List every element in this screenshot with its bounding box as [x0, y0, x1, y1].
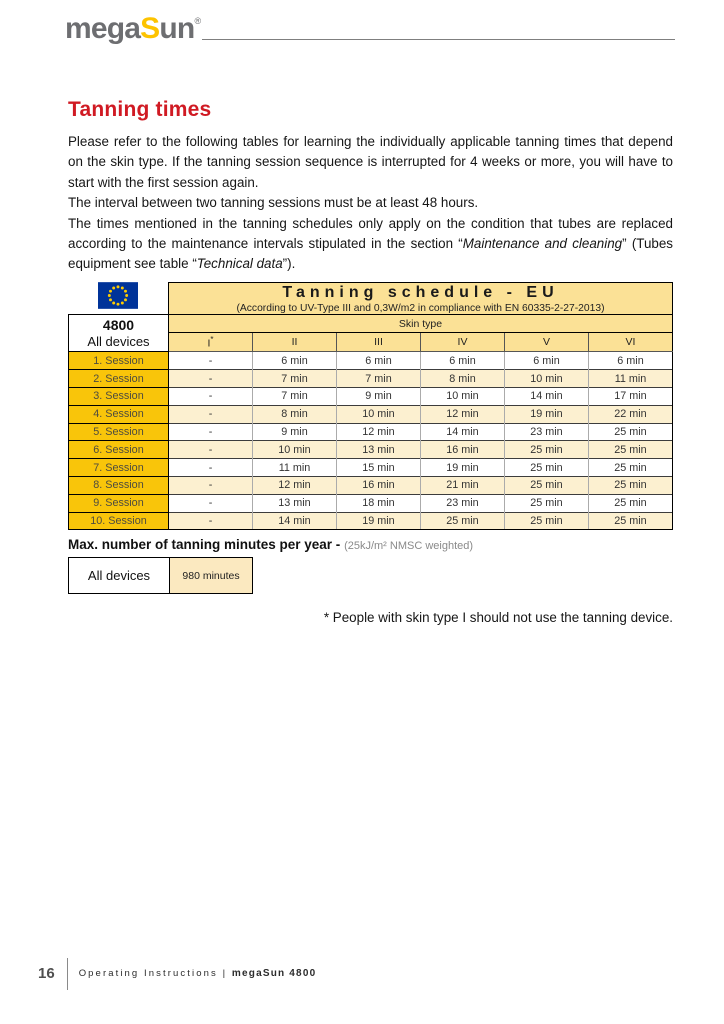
session-value: 6 min — [421, 352, 505, 370]
logo-text-s: S — [140, 12, 160, 45]
page-footer — [38, 956, 316, 990]
session-value: 25 min — [589, 476, 673, 494]
table-row — [69, 476, 673, 494]
skin-type-row — [69, 315, 673, 333]
section-title: Tanning times — [68, 98, 212, 121]
skin-type-col-iii: III — [337, 333, 421, 352]
session-label: 5. Session — [69, 423, 169, 441]
session-value: 25 min — [505, 459, 589, 477]
session-value: 13 min — [253, 494, 337, 512]
table-row — [69, 405, 673, 423]
session-value: 9 min — [337, 387, 421, 405]
max-minutes-table — [68, 557, 253, 594]
session-value: 25 min — [589, 512, 673, 530]
footer-divider — [67, 958, 68, 990]
footer-separator: | — [222, 967, 228, 979]
session-value: 13 min — [337, 441, 421, 459]
skin-type-col-vi: VI — [589, 333, 673, 352]
session-value: 12 min — [253, 476, 337, 494]
skin-type-col-i: I* — [169, 333, 253, 352]
max-minutes-value: 980 minutes — [170, 558, 252, 593]
session-value: - — [169, 476, 253, 494]
session-value: - — [169, 494, 253, 512]
session-label: 9. Session — [69, 494, 169, 512]
session-value: - — [169, 423, 253, 441]
table-row — [69, 512, 673, 530]
session-value: 25 min — [505, 494, 589, 512]
schedule-subtitle: (According to UV-Type III and 0,3W/m2 in compliance with EN 60335-2-27-2013) — [236, 302, 605, 314]
tanning-schedule-table — [68, 282, 673, 530]
intro-paragraph-3 — [68, 214, 673, 275]
p3-text-a: The times mentioned in the tanning schedules only apply on the condition that tubes are replaced according to the maintenance intervals stipulated in the section “ — [68, 215, 673, 252]
device-model: 4800 — [102, 317, 135, 334]
session-value: 25 min — [505, 441, 589, 459]
session-label: 6. Session — [69, 441, 169, 459]
max-minutes-device: All devices — [69, 558, 170, 593]
p3-text-e: ”). — [282, 256, 296, 272]
session-value: 10 min — [253, 441, 337, 459]
session-value: - — [169, 405, 253, 423]
session-value: 17 min — [589, 387, 673, 405]
session-value: 25 min — [421, 512, 505, 530]
session-value: 25 min — [589, 423, 673, 441]
session-value: 25 min — [589, 494, 673, 512]
registered-trademark-icon: ® — [194, 16, 202, 26]
max-minutes-label: Max. number of tanning minutes per year - — [68, 537, 341, 553]
session-value: 25 min — [505, 512, 589, 530]
session-value: - — [169, 459, 253, 477]
p3-text-c: ” (Tubes equipment see table “ — [68, 236, 673, 272]
footer-text — [79, 968, 317, 979]
table-row — [69, 441, 673, 459]
schedule-title-cell — [169, 282, 673, 315]
session-value: 25 min — [505, 476, 589, 494]
session-value: 23 min — [421, 494, 505, 512]
session-value: 8 min — [421, 370, 505, 388]
skin-type-label: Skin type — [169, 315, 673, 333]
session-value: 7 min — [253, 387, 337, 405]
session-label: 4. Session — [69, 405, 169, 423]
session-value: 16 min — [421, 441, 505, 459]
table-row — [69, 423, 673, 441]
logo-text-un: un — [159, 12, 195, 45]
header-rule — [202, 39, 675, 40]
content-column — [68, 98, 673, 625]
skin-type-col-iv: IV — [421, 333, 505, 352]
p3-italic-technical-data: Technical data — [196, 256, 283, 272]
eu-flag-icon — [98, 282, 138, 309]
skin-type-col-ii: II — [253, 333, 337, 352]
page-header — [65, 14, 675, 44]
session-value: 12 min — [337, 423, 421, 441]
session-value: - — [169, 370, 253, 388]
intro-paragraph-2: The interval between two tanning sessions must be at least 48 hours. — [68, 195, 479, 211]
session-value: 9 min — [253, 423, 337, 441]
schedule-title-row — [69, 282, 673, 315]
session-value: - — [169, 512, 253, 530]
table-row — [69, 459, 673, 477]
footer-product: megaSun 4800 — [231, 967, 317, 979]
session-value: 6 min — [337, 352, 421, 370]
session-value: - — [169, 441, 253, 459]
logo-text-mega: mega — [65, 12, 141, 45]
megasun-logo — [65, 14, 201, 44]
session-value: 19 min — [421, 459, 505, 477]
session-label: 3. Session — [69, 387, 169, 405]
session-value: - — [169, 352, 253, 370]
table-row — [69, 352, 673, 370]
session-value: 19 min — [337, 512, 421, 530]
footer-doc-title: Operating Instructions — [78, 967, 218, 979]
session-value: 22 min — [589, 405, 673, 423]
session-label: 2. Session — [69, 370, 169, 388]
table-row — [69, 370, 673, 388]
session-value: 19 min — [505, 405, 589, 423]
session-value: 10 min — [337, 405, 421, 423]
schedule-body — [69, 282, 673, 529]
session-value: 21 min — [421, 476, 505, 494]
device-scope: All devices — [87, 334, 150, 350]
session-value: 16 min — [337, 476, 421, 494]
max-minutes-note: (25kJ/m² NMSC weighted) — [344, 540, 474, 553]
session-value: 6 min — [505, 352, 589, 370]
session-label: 7. Session — [69, 459, 169, 477]
session-label: 10. Session — [69, 512, 169, 530]
session-value: 6 min — [253, 352, 337, 370]
skin-type-footnote: * People with skin type I should not use the tanning device. — [323, 610, 673, 626]
session-value: 10 min — [421, 387, 505, 405]
session-value: 10 min — [505, 370, 589, 388]
session-value: - — [169, 387, 253, 405]
p3-italic-maintenance: Maintenance and cleaning — [462, 236, 623, 252]
session-label: 8. Session — [69, 476, 169, 494]
session-value: 14 min — [253, 512, 337, 530]
session-value: 11 min — [589, 370, 673, 388]
intro-paragraph-1: Please refer to the following tables for learning the individually applicable tanning times that depend on the skin type. If the tanning session sequence is interrupted for 4 weeks or more, you will have to start with the first session again. — [68, 134, 673, 190]
skin-type-col-v: V — [505, 333, 589, 352]
page-number: 16 — [38, 964, 55, 982]
session-value: 18 min — [337, 494, 421, 512]
schedule-title: Tanning schedule - EU — [282, 283, 559, 301]
table-row — [69, 494, 673, 512]
session-value: 15 min — [337, 459, 421, 477]
session-label: 1. Session — [69, 352, 169, 370]
max-minutes-line — [68, 537, 673, 552]
session-value: 23 min — [505, 423, 589, 441]
table-row — [69, 387, 673, 405]
session-value: 7 min — [253, 370, 337, 388]
session-value: 6 min — [589, 352, 673, 370]
session-value: 12 min — [421, 405, 505, 423]
session-value: 14 min — [505, 387, 589, 405]
device-cell — [69, 315, 169, 352]
session-value: 8 min — [253, 405, 337, 423]
session-value: 7 min — [337, 370, 421, 388]
eu-flag-cell — [69, 282, 169, 315]
session-value: 11 min — [253, 459, 337, 477]
session-value: 14 min — [421, 423, 505, 441]
session-value: 25 min — [589, 441, 673, 459]
session-value: 25 min — [589, 459, 673, 477]
